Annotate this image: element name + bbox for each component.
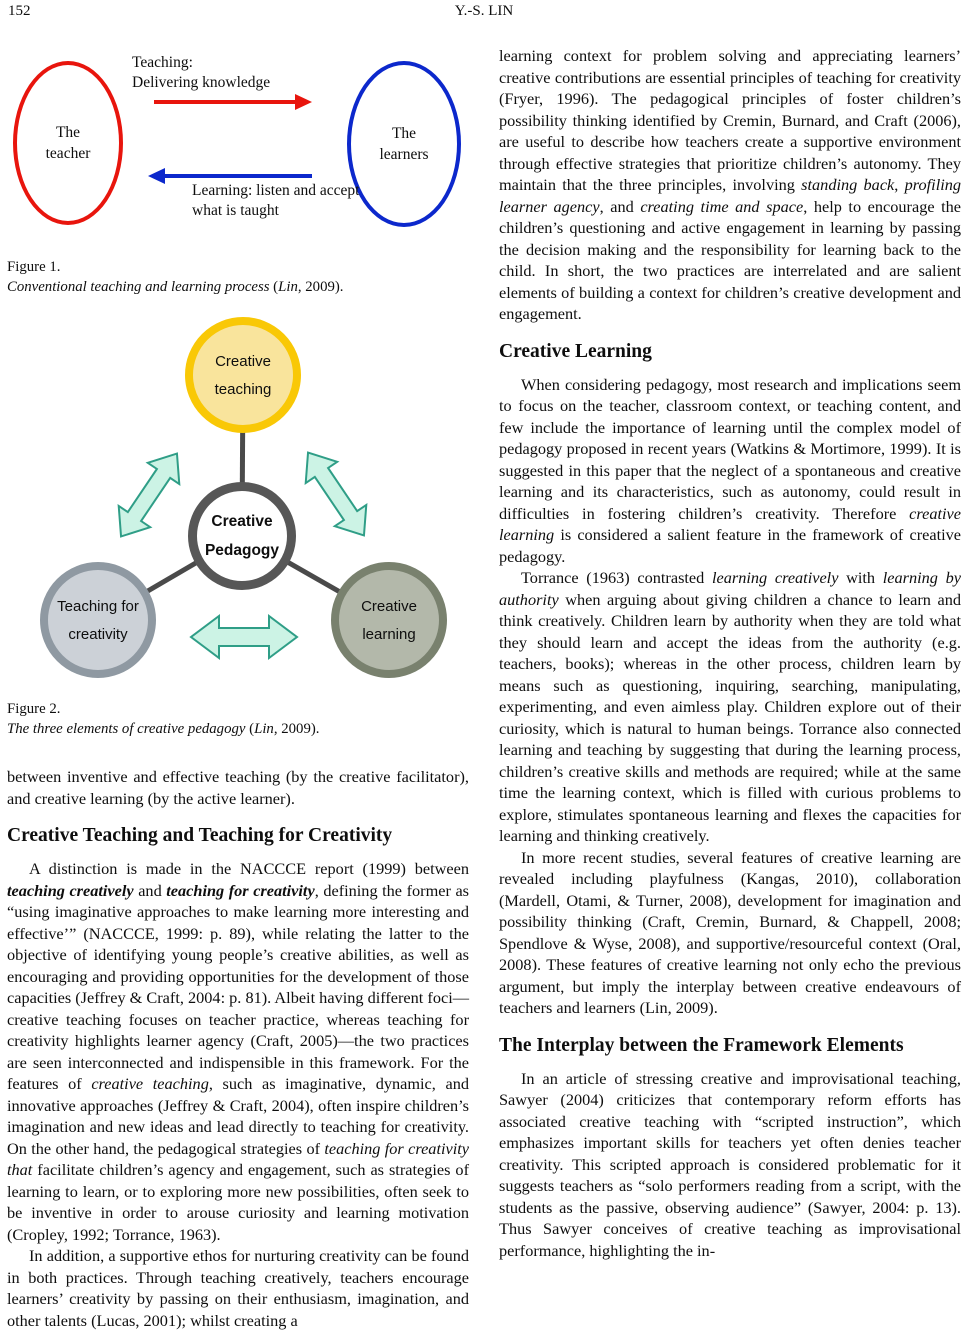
learners-ellipse	[347, 61, 461, 227]
creative-teaching-line2: teaching	[214, 380, 272, 398]
section-heading-creative-learning: Creative Learning	[499, 340, 652, 362]
double-arrow-bottom-icon	[191, 616, 297, 658]
figure2-diagram	[19, 315, 459, 687]
learners-label-line1: The	[391, 125, 417, 142]
right-paragraph-2: When considering pedagogy, most research and implications seem to focus on the teacher, classroom context, or teaching content, and few include the importance of learning until the complex model of pedagogy proposed in recent years (Watkins & Mortimore, 1999). It is suggested in this paper that the neglect of a spontaneous and creative learning and its characteristics, such as autonomy, could result in difficulties in fostering children’s creativity. Therefore creative learning is considered a salient feature in the framework of creative pedagogy.	[499, 374, 961, 566]
learning-arrowhead-icon	[148, 168, 165, 184]
right-paragraph-4: In more recent studies, several features of creative learning are revealed including playfulness (Kangas, 2010), collaboration (Mardell, Otami, & Turner, 2008), development for imagination and possibility thinking (Craft, Cremin, Burnard, & Chappell, 2008; Spendlove & Wyse, 2008), and supportive/resourceful context (Oral, 2008). These features of creative learning not only echo the previous argument, but imply the interplay between creative endeavours of teachers and learners (Lin, 2009).	[499, 847, 961, 1017]
page-header	[0, 0, 968, 25]
learning-label-line2: what is taught	[192, 202, 279, 219]
creative-learning-circle	[331, 562, 447, 678]
right-paragraph-3: Torrance (1963) contrasted learning creatively with learning by authority when arguing about giving children a chance to learn and think creatively. Children learn by authority when they are told what they should learn and accept the ideas from the authority (e.g. teachers, books); whereas in the other process, children learn by means such as questioning, inquiring, searching, manipulating, experimenting, and even aimless play. Children explore out of their curiosity, which is natural to human beings. Torrance also connected learning and teaching by suggesting that during the learning process, children’s creative skills and methods are required; while at the same time the learning context, which is filled with curious problems to explore, stimulates spontaneous learning and flexes the capacities for learning and thinking creatively.	[499, 568, 961, 845]
figure2-caption-label: Figure 2.	[7, 701, 61, 717]
figure1-caption	[7, 258, 469, 297]
figure1-teaching-arrow-label	[132, 53, 270, 93]
right-paragraph-5: In an article of stressing creative and improvisational teaching, Sawyer (2004) criticizes that contemporary reform efforts has associated creative teaching with “scripted instruction”, which emphasizes important skills for teachers yet often denies teacher creativity. This scripted approach is considered problematic for it suggests teachers as “solo performers reading from a script, with the students as the passive, observing audience” (Sawyer, 2004: p. 13). Thus Sawyer conceives of creative teaching as improvisational performance, highlighting the in-	[499, 1068, 961, 1260]
figure1-diagram	[7, 45, 461, 245]
teaching-for-creativity-circle	[40, 562, 156, 678]
figure2-caption	[7, 700, 469, 739]
creative-learning-line2: learning	[362, 625, 416, 643]
two-column-layout	[0, 45, 968, 1331]
page-number: 152	[8, 3, 31, 19]
section-heading-creative-teaching: Creative Teaching and Teaching for Creativity	[7, 825, 393, 846]
figure1-learning-arrow-label	[192, 181, 359, 221]
teacher-ellipse	[13, 61, 123, 225]
creative-teaching-circle	[185, 317, 301, 433]
double-arrow-right-icon	[292, 442, 379, 546]
creative-learning-line1: Creative	[361, 597, 417, 615]
left-paragraph-2: In addition, a supportive ethos for nurturing creativity can be found in both practices. Through teaching creatively, teachers encourage learners’ creativity by passing on their enthusiasm, imagination, and other talents (Lucas, 2001); whilst creating a	[7, 1246, 469, 1330]
section-heading-interplay: The Interplay between the Framework Elements	[499, 1034, 904, 1056]
teaching-for-creativity-line2: creativity	[68, 625, 128, 643]
creative-pedagogy-line2: Pedagogy	[204, 541, 280, 559]
teaching-arrow	[154, 100, 297, 104]
teacher-label-line1: The	[55, 124, 81, 141]
teaching-arrowhead-icon	[295, 94, 312, 110]
teaching-for-creativity-line1: Teaching for	[57, 597, 139, 615]
left-continuation-paragraph: between inventive and effective teaching (by the creative facilitator), and creative learning (by the active learner).	[7, 767, 469, 808]
teacher-label-line2: teacher	[45, 145, 91, 162]
creative-teaching-line1: Creative	[215, 352, 271, 370]
left-column	[7, 45, 469, 1331]
left-paragraph-1: A distinction is made in the NACCCE report (1999) between teaching creatively and teaching for creativity, defining the former as “using imaginative approaches to make learning more interesting and effective’” (NACCCE, 1999: p. 89), while relating the latter to the objective of identifying young people’s creative abilities, as well as encouraging and providing opportunities for the development of those capacities (Jeffrey & Craft, 2004: p. 81). Albeit having different foci—creative teaching focuses on teacher practice, whereas teaching for creativity highlights learner agency (Craft, 2005)—the two practices are seen interconnected and indispensible in this framework. For the features of creative teaching, such as imaginative, dynamic, and innovative approaches (Jeffrey & Craft, 2004), often inspire children’s imagination and new ideas and lead directly to teaching for creativity. On the other hand, the pedagogical strategies of teaching for creativity that facilitate children’s agency and engagement, such as strategies of learning to learn, or to exploring more new possibilities, often seek to be inventive in order to arouse curiosity and learning motivation (Cropley, 1992; Torrance, 1963).	[7, 859, 470, 1244]
creative-pedagogy-circle	[188, 482, 296, 590]
figure1-caption-label: Figure 1.	[7, 259, 61, 275]
figure2-caption-text: The three elements of creative pedagogy (Lin, 2009).	[7, 720, 320, 737]
right-column	[499, 45, 961, 1331]
learning-label-line1: Learning: listen and accept	[192, 182, 360, 199]
double-arrow-left-icon	[105, 443, 192, 547]
teaching-label-line2: Delivering knowledge	[132, 74, 271, 91]
right-paragraph-1: learning context for problem solving and appreciating learners’ creative contributions are essential principles of teaching for creativity (Fryer, 1996). The pedagogical principles of foster children’s possibility thinking identified by Cremin, Burnard, and Craft (2006), are useful to describe how teachers create a supportive environment through effective strategies that prioritize children’s autonomy. They maintain that the three principles, involving standing back, profiling learner agency, and creating time and space, help to encourage the children’s questioning and active engagement in learning by passing the decision making and the responsibility for learning back to the child. In short, the two practices are interrelated and are salient elements of building a context for children’s creative development and engagement.	[499, 46, 962, 323]
running-head: Y.-S. LIN	[454, 3, 514, 19]
creative-pedagogy-line1: Creative	[211, 512, 273, 530]
learners-label-line2: learners	[379, 146, 429, 163]
figure1-caption-text: Conventional teaching and learning process (Lin, 2009).	[7, 278, 344, 295]
teaching-label-line1: Teaching:	[132, 54, 193, 71]
learning-arrow	[165, 174, 312, 178]
